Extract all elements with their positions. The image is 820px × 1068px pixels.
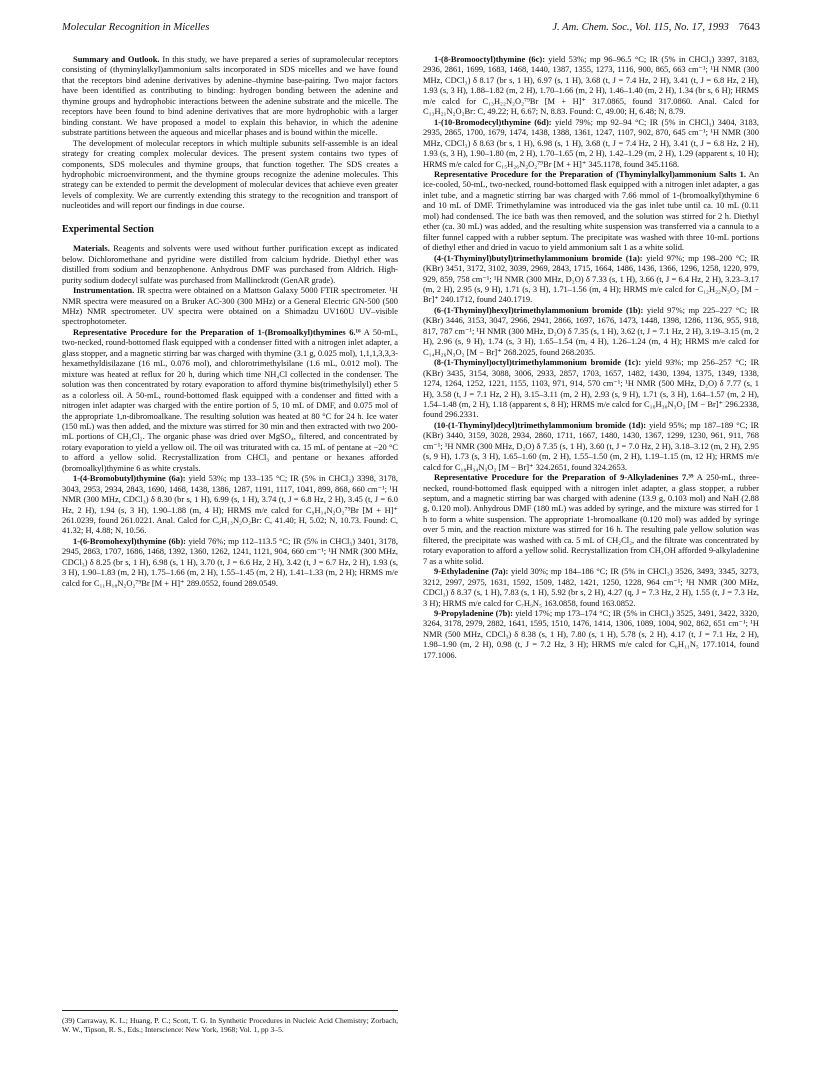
- compound-1c-heading: (8-(1-Thyminyl)octyl)trimethylammonium bromide (1c):: [434, 357, 642, 368]
- compound-6b-heading: 1-(6-Bromohexyl)thymine (6b):: [73, 535, 186, 546]
- compound-1c-paragraph: [423, 357, 759, 420]
- summary-heading: Summary and Outlook.: [73, 54, 160, 64]
- compound-1b-heading: (6-(1-Thyminyl)hexyl)trimethylammonium bromide (1b):: [434, 304, 644, 315]
- compound-6b-paragraph: [62, 536, 398, 588]
- compound-6d-paragraph: [423, 117, 759, 169]
- journal-citation: [552, 22, 760, 33]
- compound-6c-paragraph: [423, 54, 759, 117]
- compound-7a-heading: 9-Ethyladenine (7a):: [434, 566, 509, 577]
- compound-6c-text: yield 53%; mp 96–96.5 °C; IR (5% in CHCl₃) 3397, 3183, 2936, 2861, 1699, 1683, 1468, 1440, 1387, 1355, 1273, 1116, 900, 865, 663 cm⁻¹; ¹H NMR (300 MHz, CDCl₃) δ 8.17 (br s, 1 H), 6.97 (s, 1 H), 3.68 (t, J = 7.4 Hz, 2 H), 3.41 (t, J = 6.8 Hz, 2 H), 1.93 (s, 3 H), 1.88–1.82 (m, 2 H), 1.70–1.66 (m, 2 H), 1.46–1.40 (m, 2 H), 1.34 (br s, 6 H); HRMS m/e calcd for C₁₃H₂₂N₂O₂⁷⁹Br [M + H]⁺ 317.0865, found 317.0860. Anal. Calcd for C₁₃H₂₁N₂O₂Br: C, 49.22; H, 6.67; N, 8.83. Found: C, 49.00; H, 6.48; N, 8.79.: [423, 54, 760, 117]
- compound-1b-paragraph: [423, 305, 759, 357]
- summary-paragraph-1: [62, 54, 398, 138]
- procedure-2-heading: Representative Procedure for the Preparation of (Thyminylalkyl)ammonium Salts 1.: [434, 168, 746, 179]
- journal-info: J. Am. Chem. Soc., Vol. 115, No. 17, 1993: [552, 22, 729, 33]
- compound-6c-heading: 1-(8-Bromooctyl)thymine (6c):: [434, 54, 546, 64]
- materials-heading: Materials.: [73, 243, 110, 254]
- compound-7b-text: yield 17%; mp 173–174 °C; IR (5% in CHCl₃) 3525, 3491, 3422, 3320, 3264, 3178, 2979, 2882, 1641, 1595, 1510, 1476, 1414, 1306, 1089, 1004, 902, 862, 651 cm⁻¹; ¹H NMR (500 MHz, CDCl₃) δ 8.38 (s, 1 H), 7.80 (s, 1 H), 5.78 (s, 2 H), 4.17 (t, J = 7.1 Hz, 2 H), 1.98–1.90 (m, 2 H), 0.98 (t, J = 7.2 Hz, 3 H); HRMS m/e calcd for C₈H₁₁N₅ 177.1014, found 177.1006.: [423, 608, 760, 660]
- compound-7a-paragraph: [423, 566, 759, 608]
- materials-paragraph: [62, 243, 398, 285]
- right-column: [423, 54, 759, 660]
- procedure-3-heading: Representative Procedure for the Preparation of 9-Alkyladenines 7.³⁹: [434, 472, 694, 483]
- procedure-2-text: An ice-cooled, 50-mL, two-necked, round-bottomed flask equipped with a nitrogen inlet adapter, a gas inlet tube, and a magnetic stirring bar was charged with 7.66 mmol of 1-(bromoalkyl)thymine 6 and 10 mL of DMF. Trimethylamine was introduced via the gas inlet tube until ca. 10 mL (0.11 mol) had condensed. The ice bath was then removed, and the solution was stirred for 2 h. Diethyl ether (ca. 30 mL) was added, and the resulting white suspension was transferred via a cannula to a filter funnel capped with a rubber septum. The precipitate was washed with three 10-mL portions of diethyl ether and dried in vacuo to yield ammonium salt 1 as a white solid.: [423, 168, 759, 253]
- procedure-1-heading: Representative Procedure for the Preparation of 1-(Bromoalkyl)thymines 6.¹⁶: [73, 326, 361, 337]
- procedure-1-text: A 50-mL, two-necked, round-bottomed flask equipped with a condenser fitted with a nitrogen inlet adapter, a glass stopper, and a magnetic stirring bar was charged with thymine (3.1 g, 0.025 mol), 1,1,1,3,3,3-hexamethyldisilazane (16 mL, 0.076 mol), and chlorotrimethylsilane (1.6 mL, 0.012 mol). The mixture was heated at reflux for 20 h, during which time NH₄Cl collected in the condenser. The solution was then concentrated by rotary evaporation to afford thymine bis(trimethylsilyl) ether 5 as a colorless oil. A 50-mL, round-bottomed flask equipped with a condenser and fitted with a nitrogen inlet adapter was charged with the entire portion of 5, 10 mL of DMF, and 0.075 mol of the appropriate 1,n-dibromoalkane. The resulting solution was heated at 80 °C for 24 h. Ice water (150 mL) was then added, and the mixture was stirred for 30 min and then extracted with two 200-mL portions of CH₂Cl₂. The organic phase was dried over MgSO₄, filtered, and concentrated by rotary evaporation to yield a yellow oil. The oil was triturated with ca. 15 mL of pentane at −20 °C to afford a yellow solid. Recrystallization from CHCl₃ and pentane or hexanes afforded (bromoalkyl)thymine 6 as white crystals.: [62, 326, 398, 473]
- footnote-39: (39) Carraway, K. L.; Huang, P. C.; Scott, T. G. In Synthetic Procedures in Nucleic Acid Chemistry; Zorbach, W. W., Tipson, R. S., Eds.; Interscience: New York, 1968; Vol. 1, pp 3–5.: [62, 1016, 398, 1035]
- compound-7b-heading: 9-Propyladenine (7b):: [434, 608, 513, 619]
- summary-paragraph-2: The development of molecular receptors in which multiple subunits self-assemble is an ideal strategy for creating complex molecular devices. The present system contains two types of components, SDS molecules and thymine groups, that function together. The SDS creates a hydrophobic microenvironment, and the thymine groups recognize the adenine molecules. This strategy can be extended to permit the development of molecular devices that achieve even greater levels of complexity. We are currently extending this strategy to the recognition and transport of nucleotides and will report our findings in due course.: [62, 137, 398, 211]
- compound-1a-text: yield 97%; mp 198–200 °C; IR (KBr) 3451, 3172, 3102, 3039, 2969, 2843, 1715, 1664, 1486, 1436, 1366, 1296, 1258, 1220, 979, 929, 859, 758 cm⁻¹; ¹H NMR (300 MHz, D₂O) δ 7.33 (s, 1 H), 3.66 (t, J = 6.4 Hz, 2 H), 3.23–3.17 (m, 2 H), 2.95 (s, 9 H), 1.71 (s, 3 H), 1.71–1.56 (m, 4 H); HRMS m/e calcd for C₁₂H₂₂N₃O₂ [M − Br]⁺ 240.1712, found 240.1719.: [423, 252, 760, 305]
- compound-1d-text: yield 95%; mp 187–189 °C; IR (KBr) 3440, 3159, 3028, 2934, 2860, 1711, 1667, 1480, 1430, 1367, 1299, 1230, 961, 911, 768 cm⁻¹; ¹H NMR (300 MHz, D₂O) δ 7.35 (s, 1 H), 3.60 (t, J = 7.0 Hz, 2 H), 3.18–3.12 (m, 2 H), 2.95 (s, 9 H), 1.73 (s, 3 H), 1.65–1.60 (m, 2 H), 1.55–1.50 (m, 2 H), 1.19–1.15 (m, 12 H); HRMS m/e calcd for C₁₈H₃₄N₃O₂ [M − Br]⁺ 324.2651, found 324.2653.: [423, 419, 760, 472]
- instrumentation-text: IR spectra were obtained on a Mattson Galaxy 5000 FTIR spectrometer. ¹H NMR spectra were measured on a Bruker AC-300 (300 MHz) or a General Electric GN-500 (500 MHz) NMR spectrometer. UV spectra were obtained on a Shimadzu UV160U UV–visible spectrophotometer.: [62, 285, 399, 327]
- running-header: [62, 22, 760, 38]
- footnote-rule: [62, 1010, 398, 1011]
- experimental-section-title: Experimental Section: [62, 223, 154, 235]
- compound-1a-paragraph: [423, 253, 759, 305]
- procedure-3-text: A 250-mL, three-necked, round-bottomed flask equipped with a nitrogen inlet adapter, a glass stopper, a rubber septum, and a magnetic stirring bar was charged with adenine (13.9 g, 0.103 mol) and NaH (2.88 g, 0.120 mol). Anhydrous DMF (180 mL) was added by syringe, and the mixture was stirred for 1 h to form a white suspension. The appropriate 1-bromoalkane (0.120 mol) was added by syringe over 5 min, and the reaction mixture was stirred for 16 h. The resulting pale yellow solution was filtered, the precipitate was washed with ca. 5 mL of CH₂Cl₂, and the filtrate was concentrated by rotary evaporation to afford a yellow solid. Recrystallization from CH₃OH afforded 9-alkyladenine 7 as a white solid.: [423, 472, 759, 566]
- instrumentation-paragraph: [62, 285, 398, 327]
- left-column: [62, 54, 398, 588]
- compound-7b-paragraph: [423, 608, 759, 660]
- compound-1d-heading: (10-(1-Thyminyl)decyl)trimethylammonium bromide (1d):: [434, 419, 647, 430]
- materials-text: Reagents and solvents were used without further purification except as indicated below. Dichloromethane and pyridine were distilled from calcium hydride. Diethyl ether was distilled from sodium and benzophenone. Anhydrous DMF was purchased from Aldrich. High-purity sodium dodecyl sulfate was purchased from Mallinckrodt (GenAR grade).: [62, 243, 399, 285]
- footnote: [62, 1016, 398, 1035]
- page-number: 7643: [738, 22, 760, 33]
- procedure-alkyladenines: [423, 472, 759, 566]
- procedure-bromoalkylthymines: [62, 327, 398, 473]
- running-title: Molecular Recognition in Micelles: [62, 22, 210, 33]
- compound-1b-text: yield 97%; mp 225–227 °C; IR (KBr) 3446, 3153, 3047, 2966, 2941, 2866, 1697, 1676, 1473, 1448, 1398, 1286, 1136, 955, 918, 817, 787 cm⁻¹; ¹H NMR (300 MHz, D₂O) δ 7.35 (s, 1 H), 3.62 (t, J = 7.1 Hz, 2 H), 3.19–3.15 (m, 2 H), 2.96 (s, 9 H), 1.74 (s, 3 H), 1.65–1.54 (m, 4 H), 1.26–1.24 (m, 4 H); HRMS m/e calcd for C₁₄H₂₆N₃O₂ [M − Br]⁺ 268.2025, found 268.2035.: [423, 304, 760, 357]
- compound-6a-text: yield 53%; mp 133–135 °C; IR (5% in CHCl₃) 3398, 3178, 3043, 2953, 2934, 2843, 1690, 1468, 1438, 1386, 1287, 1191, 1117, 1041, 899, 868, 660 cm⁻¹; ¹H NMR (300 MHz, CDCl₃) δ 8.30 (br s, 1 H), 6.99 (s, 1 H), 3.74 (t, J = 6.8 Hz, 2 H), 3.45 (t, J = 6.0 Hz, 2 H), 1.94 (s, 3 H), 1.90–1.88 (m, 4 H); HRMS m/e calcd for C₉H₁₄N₂O₂⁷⁹Br [M + H]⁺ 261.0239, found 261.0221. Anal. Calcd for C₉H₁₃N₂O₂Br: C, 41.40; H, 5.02; N, 10.73. Found: C, 41.32; H, 4.88; N, 10.56.: [62, 473, 398, 536]
- compound-6d-heading: 1-(10-Bromodecyl)thymine (6d):: [434, 116, 552, 127]
- compound-1a-heading: (4-(1-Thyminyl)butyl)trimethylammonium bromide (1a):: [434, 252, 643, 263]
- compound-1c-text: yield 93%; mp 256–257 °C; IR (KBr) 3435, 3154, 3088, 3006, 2933, 2857, 1703, 1657, 1482, 1430, 1394, 1375, 1349, 1338, 1274, 1264, 1252, 1221, 1155, 1103, 971, 914, 570 cm⁻¹; ¹H NMR (500 MHz, D₂O) δ 7.77 (s, 1 H), 3.58 (t, J = 7.1 Hz, 2 H), 3.15–3.11 (m, 2 H), 2.93 (s, 9 H), 1.71 (s, 3 H), 1.64–1.57 (m, 2 H), 1.54–1.48 (m, 2 H), 1.18 (apparent s, 8 H); HRMS m/e calcd for C₁₆H₃₀N₃O₂ [M − Br]⁺ 296.2338, found 296.2331.: [423, 357, 760, 420]
- compound-6d-text: yield 79%; mp 92–94 °C; IR (5% in CHCl₃) 3404, 3183, 2935, 2865, 1700, 1679, 1474, 1438, 1388, 1361, 1247, 1107, 902, 870, 645 cm⁻¹; ¹H NMR (300 MHz, CDCl₃) δ 8.63 (br s, 1 H), 6.98 (s, 1 H), 3.68 (t, J = 7.4 Hz, 2 H), 3.41 (t, J = 6.8 Hz, 2 H), 1.93 (s, 3 H), 1.90–1.80 (m, 2 H), 1.70–1.65 (m, 2 H), 1.42–1.29 (m, 2 H), 1.29 (apparent s, 10 H); HRMS m/e calcd for C₁₅H₂₆N₂O₂⁷⁹Br [M + H]⁺ 345.1178, found 345.1168.: [423, 116, 760, 169]
- compound-6a-paragraph: [62, 473, 398, 536]
- compound-1d-paragraph: [423, 420, 759, 472]
- instrumentation-heading: Instrumentation.: [73, 285, 135, 296]
- compound-6a-heading: 1-(4-Bromobutyl)thymine (6a):: [73, 473, 186, 484]
- compound-6b-text: yield 76%; mp 112–113.5 °C; IR (5% in CHCl₃) 3401, 3178, 2945, 2863, 1707, 1686, 1468, 1392, 1360, 1262, 1241, 1121, 904, 660 cm⁻¹; ¹H NMR (300 MHz, CDCl₃) δ 8.25 (br s, 1 H), 6.98 (s, 1 H), 3.70 (t, J = 6.6 Hz, 2 H), 3.42 (t, J = 6.7 Hz, 2 H), 1.93 (s, 3 H), 1.90–1.83 (m, 2 H), 1.75–1.66 (m, 2 H), 1.55–1.45 (m, 2 H), 1.41–1.33 (m, 2 H); HRMS m/e calcd for C₁₁H₁₈N₂O₂⁷⁹Br [M + H]⁺ 289.0552, found 289.0549.: [62, 535, 399, 588]
- summary-text-1: In this study, we have prepared a series of supramolecular receptors consisting of (thyminylalkyl)ammonium salts incorporated in SDS micelles and we have found that the receptors bind adenine derivatives by adenine–thymine base-pairing. Two major factors have been identified as contributing to binding: hydrogen bonding between the adenine and thymine groups and hydrophobic interactions between the adenine substrate and the micelle. The receptors have been found to bind adenine derivatives that are more hydrophobic with a larger binding constant. We have proposed a model to explain this behavior, in which the adenine substrate partitions between the aqueous and micellar phases and is bound within the micelle.: [62, 54, 398, 138]
- procedure-ammonium-salts: [423, 169, 759, 253]
- compound-7a-text: yield 30%; mp 184–186 °C; IR (5% in CHCl₃) 3526, 3493, 3345, 3273, 3212, 2997, 2975, 1631, 1592, 1509, 1482, 1421, 1250, 1228, 964 cm⁻¹; ¹H NMR (300 MHz, CDCl₃) δ 8.37 (s, 1 H), 7.83 (s, 1 H), 5.92 (br s, 2 H), 4.27 (q, J = 7.3 Hz, 2 H), 1.55 (t, J = 7.3 Hz, 3 H); HRMS m/e calcd for C₇H₉N₅ 163.0858, found 163.0852.: [423, 566, 760, 608]
